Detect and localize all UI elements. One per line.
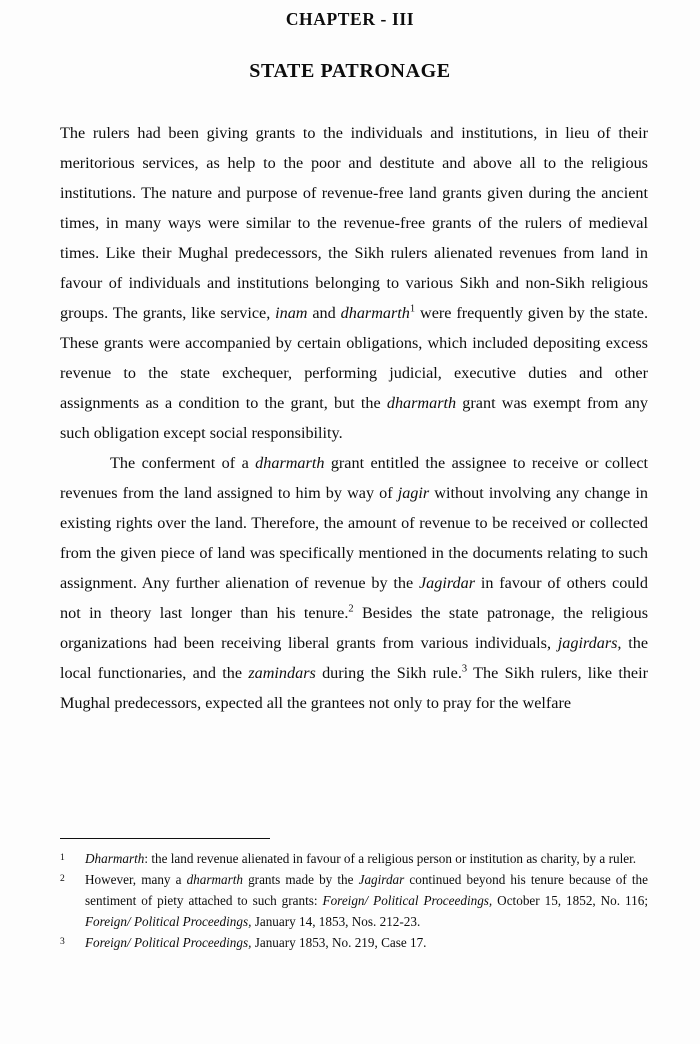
text-run: October 15, 1852, No. 116; (492, 893, 648, 908)
emphasized-term: zamindars (248, 664, 316, 682)
footnote-marker: 2 (60, 873, 65, 884)
text-run: The Sikh rulers, like their Mughal predecessors, expected all the grantees not only to pray for the welfare (60, 664, 649, 712)
footnote-marker: 3 (60, 936, 65, 947)
footnote-marker: 1 (60, 852, 65, 863)
text-run: January 1853, No. 219, Case 17. (251, 935, 427, 950)
text-run: January 14, 1853, Nos. 212-23. (251, 914, 421, 929)
text-run: in favour of others could not in theory last longer than his tenure. (60, 574, 648, 622)
emphasized-term: dharmarth (186, 872, 243, 887)
paragraph-1 (60, 118, 648, 448)
footnote-item (60, 932, 648, 953)
emphasized-term: dharmarth (255, 454, 325, 472)
text-run: during the Sikh rule. (315, 664, 462, 682)
text-run: The rulers had been giving grants to the individuals and institutions, in lieu of their meritorious services, as help to the poor and destitute and above all to the religious institutions. The nature and purpose of revenue-free land grants given during the ancient times, in many ways were similar to the revenue-free grants of the rulers of medieval times. Like their Mughal predecessors, the Sikh rulers alienated revenues from land in favour of individuals and institutions belonging to various Sikh and non-Sikh religious groups. The grants, like service, (60, 124, 648, 322)
emphasized-term: Jagirdar (418, 574, 476, 592)
emphasized-term: jagirdars, (557, 634, 622, 652)
footnote-text (85, 869, 648, 932)
text-run: grants made by the (242, 872, 359, 887)
footnote-area (60, 838, 648, 953)
chapter-heading: CHAPTER - III (285, 9, 415, 29)
footnote-separator-rule (60, 838, 270, 839)
text-run: grant was exempt from any such obligation except social responsibility. (60, 394, 648, 442)
text-run: grant entitled the assignee to receive or collect revenues from the land assigned to him by way of (60, 454, 648, 502)
footnote-item (60, 848, 648, 869)
body-text (60, 118, 648, 718)
text-run: continued beyond his tenure because of the sentiment of piety attached to such grants: (85, 872, 648, 908)
footnote-list (60, 848, 648, 953)
text-run: : the land revenue alienated in favour of a religious person or institution as charity, by a ruler. (144, 851, 637, 866)
emphasized-term: dharmarth (340, 304, 410, 322)
footnote-item (60, 869, 648, 932)
emphasized-term: Jagirdar (358, 872, 405, 887)
emphasized-term: Foreign/ Political Proceedings, (85, 935, 252, 950)
section-heading: STATE PATRONAGE (249, 59, 451, 82)
text-run: without involving any change in existing rights over the land. Therefore, the amount of revenue to be received or collected from the given piece of land was specifically mentioned in the documents relating to such assignment. Any further alienation of revenue by the (60, 484, 648, 592)
text-run: However, many a (85, 872, 187, 887)
footnote-reference[interactable]: 1 (409, 303, 416, 315)
text-run: Besides the state patronage, the religious organizations had been receiving liberal grants from various individuals, (60, 604, 648, 652)
text-run: The conferment of a (110, 454, 256, 472)
footnote-reference[interactable]: 2 (348, 603, 354, 615)
text-run: were frequently given by the state. These grants were accompanied by certain obligations, which included depositing excess revenue to the state exchequer, performing judicial, executive duties and other assignments as a condition to the grant, but the (60, 304, 648, 412)
footnote-text (85, 848, 648, 869)
emphasized-term: dharmarth (386, 394, 457, 412)
footnote-reference[interactable]: 3 (461, 663, 468, 675)
emphasized-term: Dharmarth (85, 851, 145, 866)
emphasized-term: inam (275, 304, 308, 322)
paragraph-2 (60, 448, 648, 718)
emphasized-term: Foreign/ Political Proceedings, (85, 914, 252, 929)
page-heading-block (0, 0, 700, 84)
emphasized-term: jagir (397, 484, 430, 502)
text-run: the local functionaries, and the (60, 634, 649, 682)
emphasized-term: Foreign/ Political Proceedings, (322, 893, 493, 908)
text-run: and (307, 304, 341, 322)
footnote-text (85, 932, 648, 953)
